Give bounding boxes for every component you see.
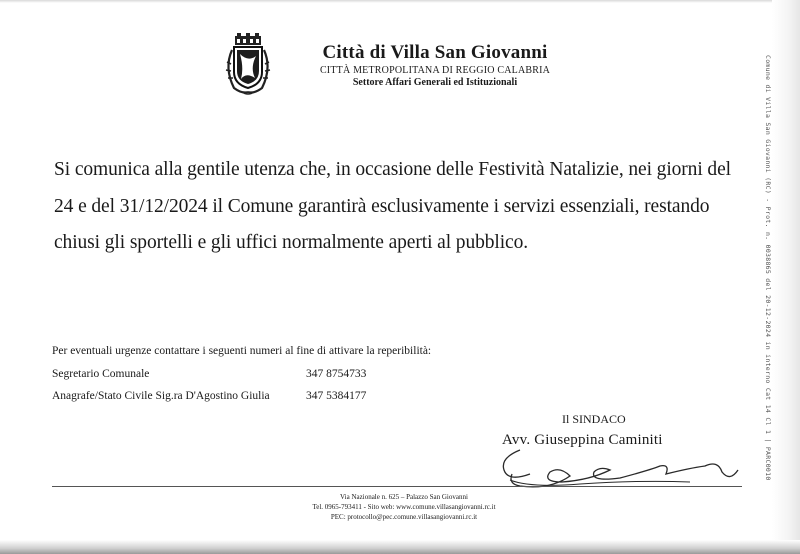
scan-edge-right — [772, 0, 800, 554]
footer-pec: PEC: protocollo@pec.comune.villasangiovanni.rc.it — [330, 513, 478, 521]
contacts-intro: Per eventuali urgenze contattare i seguenti numeri al fine di attivare la reperibilità: — [52, 345, 432, 357]
scan-edge-top — [0, 0, 800, 3]
contact-row — [52, 363, 572, 386]
contact-label: Segretario Comunale — [52, 367, 150, 380]
emergency-contacts — [52, 340, 572, 408]
city-name: Città di Villa San Giovanni — [322, 42, 548, 63]
handwritten-signature — [490, 430, 750, 492]
notice-body — [54, 152, 754, 262]
coat-of-arms-icon — [222, 32, 274, 98]
footer-contacts: Tel. 0965-793411 - Sito web: www.comune.villasangiovanni.rc.it — [312, 503, 496, 511]
signatory-name: Avv. Giuseppina Caminiti — [502, 432, 663, 448]
protocol-stamp: Comune di Villa San Giovanni (RC) - Prot. n. 0038865 del 20-12-2024 in interno Cat 14 Cl 1 | PARC0010 — [764, 55, 772, 481]
metropolitan-city-line: CITTÀ METROPOLITANA DI REGGIO CALABRIA — [319, 65, 551, 76]
footer-address: Via Nazionale n. 625 – Palazzo San Giovanni — [340, 493, 468, 501]
notice-paragraph: Si comunica alla gentile utenza che, in occasione delle Festività Natalizie, nei giorni del 24 e del 31/12/2024 il Comune garantirà esclusivamente i servizi essenziali, restando chiusi gli sportelli e gli uffici normalmente aperti al pubblico. — [54, 159, 731, 253]
contact-row — [52, 385, 572, 408]
department-line: Settore Affari Generali ed Istituzionali — [352, 77, 518, 88]
footer — [280, 492, 528, 522]
scan-edge-bottom — [0, 540, 800, 554]
contact-label: Anagrafe/Stato Civile Sig.ra D'Agostino Giulia — [52, 390, 270, 402]
footer-divider — [52, 486, 742, 487]
contact-phone: 347 8754733 — [306, 367, 367, 380]
signatory-role: Il SINDACO — [562, 412, 626, 426]
letterhead — [300, 42, 570, 89]
contact-phone: 347 5384177 — [306, 390, 367, 402]
